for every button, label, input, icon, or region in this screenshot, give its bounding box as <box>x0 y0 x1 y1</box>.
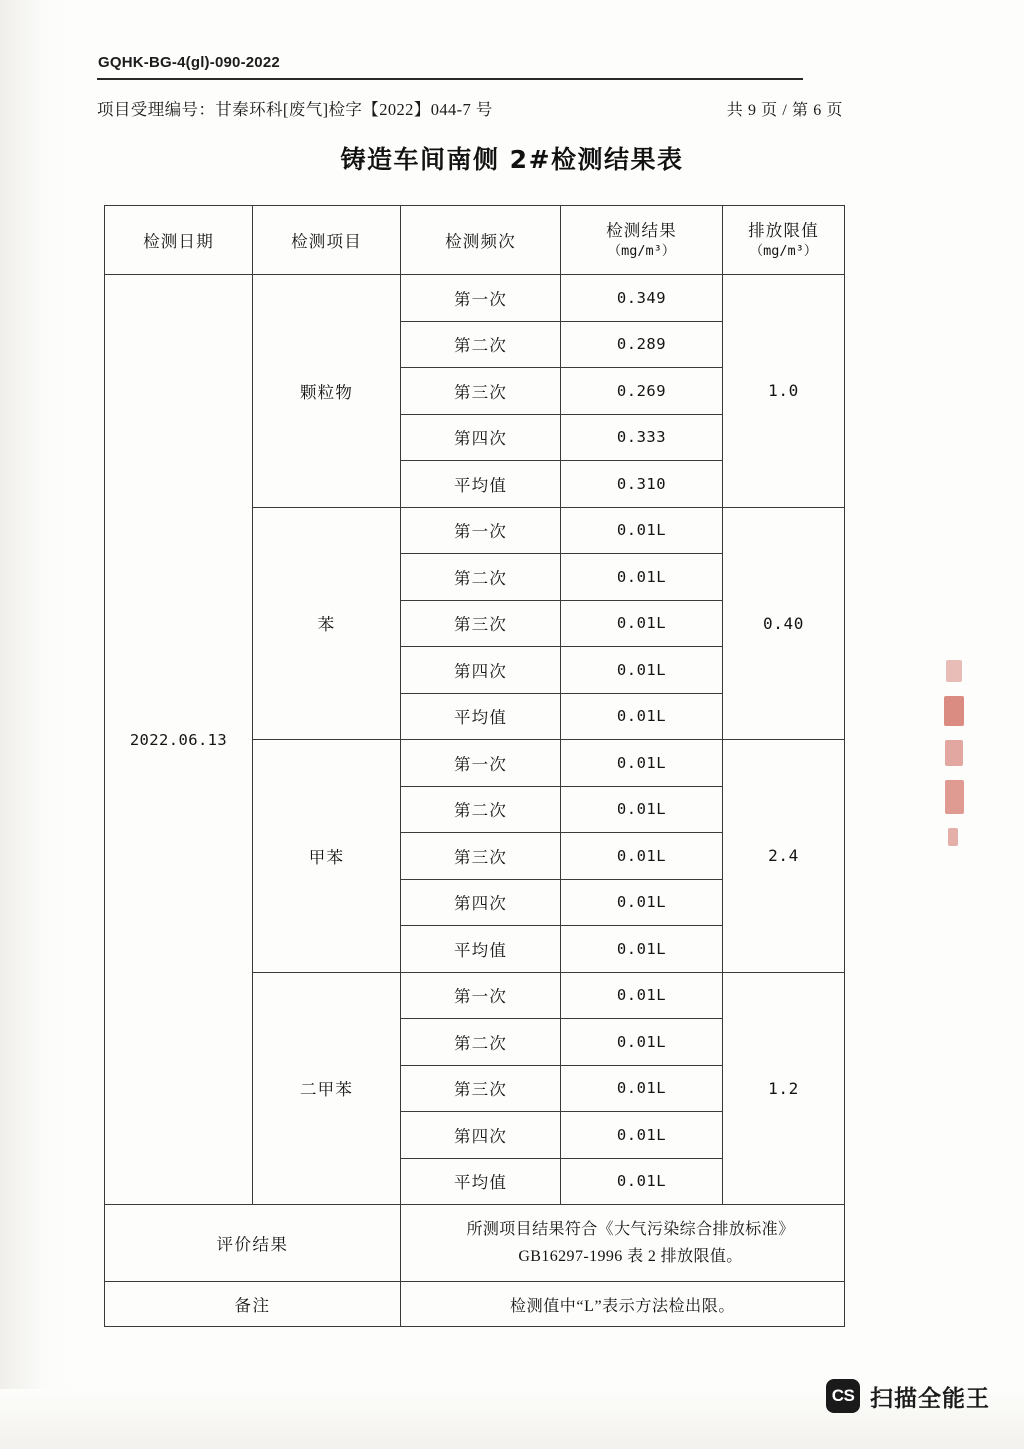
limit-2: 0.40 <box>723 507 845 740</box>
frequency-1-5: 平均值 <box>401 461 561 508</box>
frequency-3-1: 第一次 <box>401 740 561 787</box>
frequency-4-4: 第四次 <box>401 1112 561 1159</box>
result-1-4: 0.333 <box>561 414 723 461</box>
col-header-result-label: 检测结果 <box>606 220 677 240</box>
frequency-3-4: 第四次 <box>401 879 561 926</box>
result-1-2: 0.289 <box>561 321 723 368</box>
note-text: 检测值中“L”表示方法检出限。 <box>401 1282 845 1327</box>
frequency-4-3: 第三次 <box>401 1065 561 1112</box>
result-4-5: 0.01L <box>561 1158 723 1205</box>
page-number: 共 9 页 / 第 6 页 <box>726 102 843 119</box>
frequency-2-4: 第四次 <box>401 647 561 694</box>
frequency-1-4: 第四次 <box>401 414 561 461</box>
frequency-2-3: 第三次 <box>401 600 561 647</box>
detection-item-4: 二甲苯 <box>253 972 401 1205</box>
table-header-row <box>105 206 845 275</box>
note-row <box>105 1282 845 1327</box>
col-header-date-label: 检测日期 <box>143 232 214 251</box>
document-code: GQHK-BG-4(gl)-090-2022 <box>98 54 280 71</box>
note-label: 备注 <box>105 1282 401 1327</box>
col-header-frequency <box>401 206 561 275</box>
col-header-frequency-label: 检测频次 <box>445 232 516 251</box>
frequency-3-2: 第二次 <box>401 786 561 833</box>
scan-edge-left <box>0 0 72 1449</box>
frequency-3-5: 平均值 <box>401 926 561 973</box>
result-4-2: 0.01L <box>561 1019 723 1066</box>
frequency-1-1: 第一次 <box>401 275 561 322</box>
frequency-2-1: 第一次 <box>401 507 561 554</box>
evaluation-text <box>401 1205 845 1282</box>
detection-result-table <box>104 205 845 1327</box>
frequency-2-5: 平均值 <box>401 693 561 740</box>
frequency-3-3: 第三次 <box>401 833 561 880</box>
result-2-3: 0.01L <box>561 600 723 647</box>
col-header-item <box>253 206 401 275</box>
col-header-limit <box>723 206 845 275</box>
acceptance-number: 项目受理编号：甘秦环科[废气]检字【2022】044-7 号 <box>97 100 493 119</box>
col-header-result-unit: （mg/m³） <box>607 243 676 260</box>
result-3-4: 0.01L <box>561 879 723 926</box>
result-1-3: 0.269 <box>561 368 723 415</box>
limit-3: 2.4 <box>723 740 845 973</box>
limit-4: 1.2 <box>723 972 845 1205</box>
result-2-5: 0.01L <box>561 693 723 740</box>
watermark <box>826 1379 990 1413</box>
result-2-1: 0.01L <box>561 507 723 554</box>
frequency-4-1: 第一次 <box>401 972 561 1019</box>
result-2-4: 0.01L <box>561 647 723 694</box>
col-header-limit-unit: （mg/m³） <box>749 243 818 260</box>
camscanner-logo-icon: CS <box>826 1379 860 1413</box>
col-header-date <box>105 206 253 275</box>
table-row <box>105 275 845 322</box>
col-header-limit-label: 排放限值 <box>748 220 819 240</box>
col-header-result <box>561 206 723 275</box>
result-1-5: 0.310 <box>561 461 723 508</box>
frequency-4-5: 平均值 <box>401 1158 561 1205</box>
result-3-3: 0.01L <box>561 833 723 880</box>
frequency-1-2: 第二次 <box>401 321 561 368</box>
evaluation-row <box>105 1205 845 1282</box>
result-2-2: 0.01L <box>561 554 723 601</box>
header-rule <box>97 78 803 80</box>
result-3-5: 0.01L <box>561 926 723 973</box>
limit-1: 1.0 <box>723 275 845 508</box>
page-title: 铸造车间南侧 2#检测结果表 <box>340 145 684 174</box>
result-4-1: 0.01L <box>561 972 723 1019</box>
header-meta-row <box>97 96 843 120</box>
evaluation-line-2: GB16297-1996 表 2 排放限值。 <box>518 1248 743 1265</box>
col-header-item-label: 检测项目 <box>291 232 362 251</box>
evaluation-line-1: 所测项目结果符合《大气污染综合排放标准》 <box>466 1220 795 1238</box>
result-3-1: 0.01L <box>561 740 723 787</box>
frequency-1-3: 第三次 <box>401 368 561 415</box>
detection-item-3: 甲苯 <box>253 740 401 973</box>
red-stamp-fragment <box>942 660 968 890</box>
detection-item-1: 颗粒物 <box>253 275 401 508</box>
detection-item-2: 苯 <box>253 507 401 740</box>
watermark-label: 扫描全能王 <box>870 1385 990 1412</box>
result-4-3: 0.01L <box>561 1065 723 1112</box>
result-1-1: 0.349 <box>561 275 723 322</box>
result-3-2: 0.01L <box>561 786 723 833</box>
evaluation-label: 评价结果 <box>105 1205 401 1282</box>
detection-date: 2022.06.13 <box>105 275 253 1205</box>
result-4-4: 0.01L <box>561 1112 723 1159</box>
frequency-2-2: 第二次 <box>401 554 561 601</box>
frequency-4-2: 第二次 <box>401 1019 561 1066</box>
